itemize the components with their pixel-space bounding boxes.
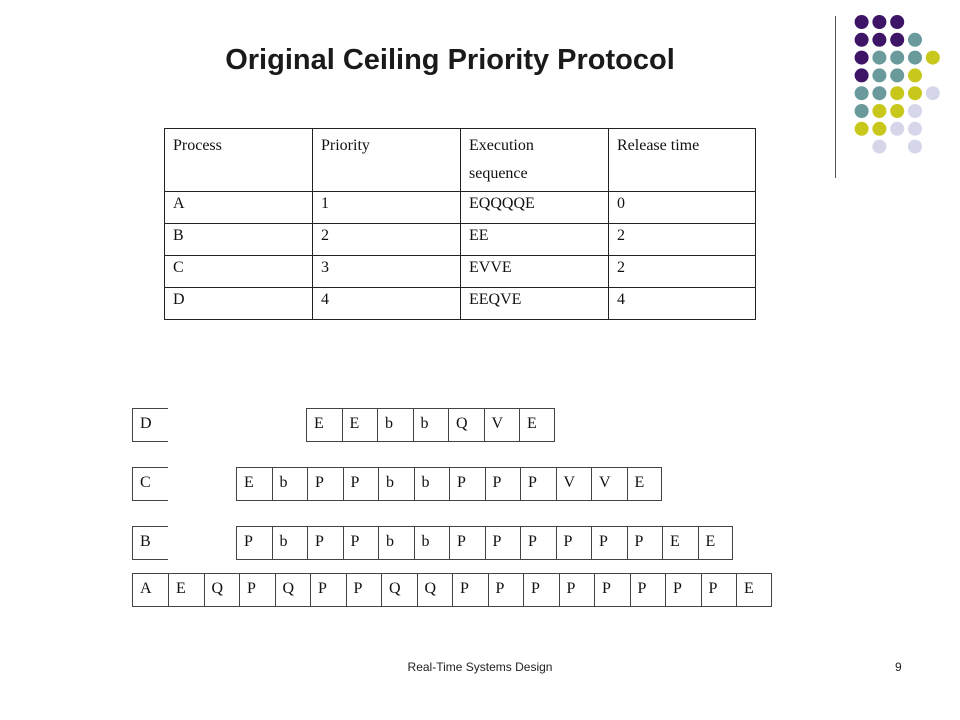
table-header-cell: Release time	[609, 129, 756, 192]
timeline-cell: b	[414, 526, 450, 560]
timeline-cell: P	[346, 573, 382, 607]
timeline-cell: P	[594, 573, 630, 607]
decorative-dot	[855, 104, 869, 118]
timeline-cell: P	[449, 526, 485, 560]
timeline-cell: b	[272, 526, 308, 560]
timeline-cell: b	[413, 408, 449, 442]
timeline-cell: V	[556, 467, 592, 501]
timeline-cell: Q	[381, 573, 417, 607]
decorative-dot	[908, 86, 922, 100]
timeline-cell: P	[630, 573, 666, 607]
timeline-cell: P	[343, 526, 379, 560]
table-header-cell: Priority	[313, 129, 461, 192]
table-cell: 2	[609, 256, 756, 288]
timeline-process-label: C	[132, 467, 168, 501]
decorative-dot	[855, 51, 869, 65]
table-cell: EQQQQE	[461, 192, 609, 224]
decorative-dot	[908, 51, 922, 65]
timeline-cell: E	[168, 573, 204, 607]
table-cell: C	[165, 256, 313, 288]
table-cell: 4	[313, 288, 461, 320]
timeline-cell: P	[307, 526, 343, 560]
process-table	[164, 128, 756, 320]
timeline-process-label: D	[132, 408, 168, 442]
decorative-dot	[890, 68, 904, 82]
timeline-cell: P	[239, 573, 275, 607]
table-header-cell: Process	[165, 129, 313, 192]
table-cell: EE	[461, 224, 609, 256]
table-cell: EVVE	[461, 256, 609, 288]
decorative-dot	[890, 51, 904, 65]
decorative-dot	[890, 15, 904, 29]
footer-text: Real-Time Systems Design	[407, 660, 553, 674]
timeline-cell: Q	[204, 573, 240, 607]
decorative-dot	[890, 104, 904, 118]
timeline-cell: b	[377, 408, 413, 442]
table-cell: D	[165, 288, 313, 320]
decorative-dot	[872, 51, 886, 65]
decorative-dot	[855, 68, 869, 82]
timeline-cell: P	[520, 526, 556, 560]
table-cell: 3	[313, 256, 461, 288]
timeline-cell: P	[520, 467, 556, 501]
timeline-row	[168, 573, 772, 607]
table-cell: 2	[609, 224, 756, 256]
table-cell: EEQVE	[461, 288, 609, 320]
decorative-dot	[855, 33, 869, 47]
decorative-dot	[872, 86, 886, 100]
table-row	[165, 288, 756, 320]
timeline-cell: P	[556, 526, 592, 560]
table-row	[165, 224, 756, 256]
timeline-cell: E	[236, 467, 272, 501]
decorative-dot	[890, 33, 904, 47]
timeline-row	[236, 467, 662, 501]
decorative-dot	[908, 140, 922, 154]
timeline-process-label: A	[132, 573, 168, 607]
decorative-dot	[908, 68, 922, 82]
decorative-dot	[855, 15, 869, 29]
decorative-dot	[872, 33, 886, 47]
table-header-row	[165, 129, 756, 192]
decorative-dot	[908, 122, 922, 136]
page-number: 9	[895, 660, 902, 674]
timeline-cell: b	[272, 467, 308, 501]
timeline-cell: E	[662, 526, 698, 560]
timeline-cell: P	[665, 573, 701, 607]
decorative-dot	[872, 140, 886, 154]
timeline-cell: E	[519, 408, 555, 442]
timeline-cell: E	[698, 526, 734, 560]
timeline-cell: V	[591, 467, 627, 501]
timeline-cell: P	[591, 526, 627, 560]
timeline-cell: E	[736, 573, 772, 607]
timeline-cell: b	[378, 526, 414, 560]
timeline-cell: V	[484, 408, 520, 442]
timeline-cell: P	[488, 573, 524, 607]
timeline-cell: b	[378, 467, 414, 501]
timeline-cell: P	[701, 573, 737, 607]
decorative-dot	[926, 86, 940, 100]
decorative-dot	[872, 104, 886, 118]
decorative-dot	[890, 86, 904, 100]
table-cell: 1	[313, 192, 461, 224]
decorative-dot	[890, 122, 904, 136]
timeline-cell: E	[306, 408, 342, 442]
table-cell: B	[165, 224, 313, 256]
decorative-dot	[908, 33, 922, 47]
timeline-cell: P	[485, 467, 521, 501]
table-row	[165, 192, 756, 224]
timeline-cell: P	[449, 467, 485, 501]
timeline-cell: E	[342, 408, 378, 442]
table-row	[165, 256, 756, 288]
table-cell: 4	[609, 288, 756, 320]
table-cell: 0	[609, 192, 756, 224]
timeline-cell: b	[414, 467, 450, 501]
timeline-cell: Q	[417, 573, 453, 607]
timeline-process-label: B	[132, 526, 168, 560]
decorative-dot	[855, 86, 869, 100]
decorative-dot	[855, 122, 869, 136]
timeline-row	[236, 526, 733, 560]
timeline-cell: Q	[448, 408, 484, 442]
timeline-cell: P	[310, 573, 346, 607]
timeline-cell: P	[307, 467, 343, 501]
table-cell: A	[165, 192, 313, 224]
timeline-cell: P	[343, 467, 379, 501]
table-header-cell: Execution sequence	[461, 129, 609, 192]
timeline-row	[306, 408, 555, 442]
page-title: Original Ceiling Priority Protocol	[225, 44, 675, 76]
timeline-cell: P	[559, 573, 595, 607]
timeline-cell: P	[485, 526, 521, 560]
decorative-dot	[872, 122, 886, 136]
decorative-dot	[872, 68, 886, 82]
table-cell: 2	[313, 224, 461, 256]
decorative-dot	[872, 15, 886, 29]
timeline-cell: P	[627, 526, 663, 560]
decorative-dot	[908, 104, 922, 118]
timeline-cell: P	[523, 573, 559, 607]
decorative-dot	[926, 51, 940, 65]
timeline-cell: P	[236, 526, 272, 560]
timeline-cell: Q	[275, 573, 311, 607]
timeline-cell: E	[627, 467, 663, 501]
timeline-cell: P	[452, 573, 488, 607]
